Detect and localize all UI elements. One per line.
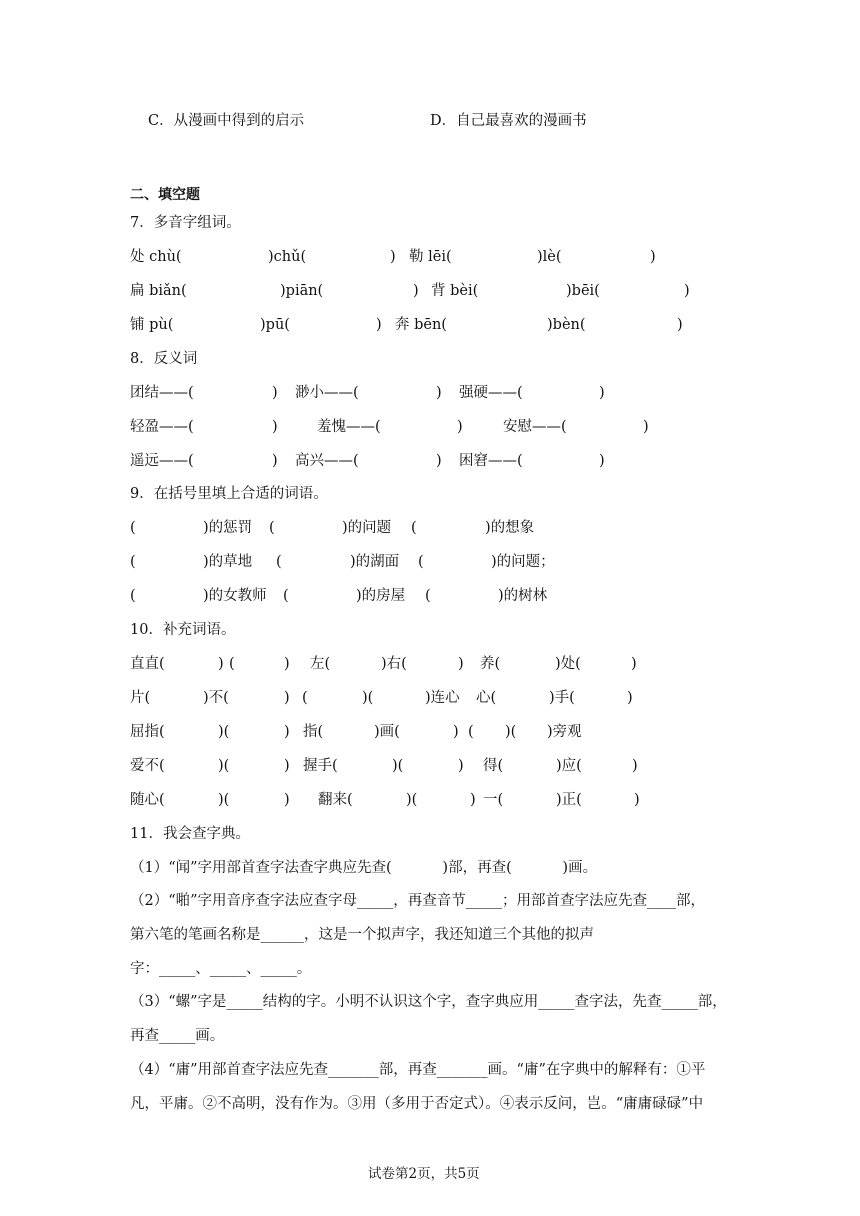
q7-r1-d: 勒 lēi( (409, 249, 452, 265)
q9-r1-d: )的问题 (342, 520, 392, 536)
q10-r3-a: 屈指( (130, 724, 165, 740)
q8-r2-e: 安慰——( (503, 419, 567, 435)
q10-r5-a: 随心( (130, 792, 165, 808)
q10-r5-f: ) (470, 792, 476, 808)
q10-r1-f: )右( (381, 656, 407, 672)
q9-r2-a: ( (130, 554, 136, 570)
q8-r3-f: ) (599, 453, 605, 469)
q10-r5-c: ) (284, 792, 290, 808)
q7-r1-a: 处 chù( (130, 249, 182, 265)
q10-r4-h: )应( (556, 758, 582, 774)
q8-r2-c: 羞愧——( (317, 419, 381, 435)
q8-r1-b: ) (272, 385, 278, 401)
q9-r3-d: )的房屋 (356, 588, 406, 604)
q8-r1-d: ) (436, 385, 442, 401)
q7-r1-b: )chǔ( (268, 249, 307, 265)
q8-r2-a: 轻盈——( (130, 419, 194, 435)
section-title: 二、填空题 (130, 187, 200, 203)
q9-r3-b: )的女教师 (203, 588, 267, 604)
q11-title: 11．我会查字典。 (130, 826, 250, 842)
q7-r2-e: )bēi( (566, 283, 600, 299)
q8-r2-d: ) (457, 419, 463, 435)
q10-r1-i: )处( (555, 656, 581, 672)
q10-r1-h: 养( (480, 656, 501, 672)
q8-r2-f: ) (643, 419, 649, 435)
q9-title: 9．在括号里填上合适的词语。 (130, 486, 328, 502)
q9-r1-c: ( (269, 520, 275, 536)
q11-p3-line1: （3）“螺”字是_____结构的字。小明不认识这个字，查字典应用_____查字法，先查_____部， (130, 994, 727, 1010)
q10-r4-c: ) (284, 758, 290, 774)
q10-r2-d: ( (302, 690, 308, 706)
q9-r2-d: )的湖面 (350, 554, 400, 570)
q9-r3-f: )的树林 (498, 588, 548, 604)
q11-p2-line1: （2）“啪”字用音序查字法应查字母_____，再查音节_____；用部首查字法应先查____部， (130, 893, 706, 909)
q10-r5-g: 一( (483, 792, 504, 808)
q11-p4-line2: 凡，平庸。②不高明，没有作为。③用（多用于否定式）。④表示反问，岂。“庸庸碌碌”中 (130, 1096, 704, 1112)
q10-r1-e: 左( (310, 656, 331, 672)
q7-r3-f: ) (677, 317, 683, 333)
q8-r3-e: 困窘——( (459, 453, 523, 469)
q8-r1-a: 团结——( (130, 385, 194, 401)
q9-r2-b: )的草地 (203, 554, 253, 570)
q10-r1-d: ) (284, 656, 290, 672)
q7-r1-c: ) (390, 249, 396, 265)
q11-p4-line1: （4）“庸”用部首查字法应先查_______部，再查_______画。“庸”在字典中的解释有：①平 (130, 1062, 706, 1078)
q9-r1-a: ( (130, 520, 136, 536)
q9-r3-a: ( (130, 588, 136, 604)
q10-r5-e: )( (406, 792, 418, 808)
q10-r2-g: 心( (476, 690, 497, 706)
q9-r2-c: ( (276, 554, 282, 570)
q8-r1-c: 渺小——( (295, 385, 359, 401)
q10-r3-e: )画( (374, 724, 400, 740)
q11-p2-line2: 第六笔的笔画名称是______，这是一个拟声字，我还知道三个其他的拟声 (130, 927, 594, 943)
q7-r1-f: ) (650, 249, 656, 265)
q8-r1-f: ) (599, 385, 605, 401)
q10-r3-b: )( (218, 724, 230, 740)
q7-r3-a: 铺 pù( (130, 317, 174, 333)
q10-r2-f: )连心 (425, 690, 460, 706)
q10-r5-h: )正( (556, 792, 582, 808)
q10-r4-e: )( (392, 758, 404, 774)
q7-r2-f: ) (684, 283, 690, 299)
q10-r3-f: ) (453, 724, 459, 740)
q10-r5-d: 翻来( (318, 792, 353, 808)
q9-r1-b: )的惩罚 (203, 520, 253, 536)
q10-r5-i: ) (634, 792, 640, 808)
q8-r3-a: 遥远——( (130, 453, 194, 469)
q10-r2-b: )不( (203, 690, 229, 706)
q7-r3-c: ) (376, 317, 382, 333)
q10-title: 10．补充词语。 (130, 622, 236, 638)
q7-r3-e: )bèn( (547, 317, 586, 333)
option-d: D．自己最喜欢的漫画书 (430, 113, 587, 129)
option-c: C．从漫画中得到的启示 (148, 113, 305, 129)
q11-p1: （1）“闻”字用部首查字法查字典应先查( )部，再查( )画。 (130, 860, 598, 876)
q10-r2-i: ) (627, 690, 633, 706)
q8-r3-b: ) (272, 453, 278, 469)
q9-r2-f: )的问题； (491, 554, 555, 570)
q9-r1-e: ( (411, 520, 417, 536)
q7-r2-b: )piān( (280, 283, 324, 299)
q7-r2-a: 扁 biǎn( (130, 283, 187, 299)
q9-r3-c: ( (283, 588, 289, 604)
q10-r3-d: 指( (303, 724, 324, 740)
q7-r1-e: )lè( (537, 249, 562, 265)
q10-r1-j: ) (631, 656, 637, 672)
q10-r1-g: ) (458, 656, 464, 672)
q10-r2-h: )手( (549, 690, 575, 706)
q10-r4-g: 得( (483, 758, 504, 774)
q10-r3-i: )旁观 (547, 724, 582, 740)
q10-r4-i: ) (632, 758, 638, 774)
q10-r2-a: 片( (130, 690, 151, 706)
q8-r3-d: ) (436, 453, 442, 469)
q8-r2-b: ) (272, 419, 278, 435)
q9-r1-f: )的想象 (485, 520, 535, 536)
q9-r3-e: ( (425, 588, 431, 604)
q8-r1-e: 强硬——( (459, 385, 523, 401)
q10-r1-a: 直直( (130, 656, 165, 672)
q10-r3-c: ) (284, 724, 290, 740)
q7-r2-c: ) (413, 283, 419, 299)
q7-r3-b: )pū( (260, 317, 290, 333)
page-footer: 试卷第2页，共5页 (368, 1166, 480, 1182)
q10-r3-g: ( (468, 724, 474, 740)
q10-r4-b: )( (218, 758, 230, 774)
q10-r5-b: )( (218, 792, 230, 808)
q11-p3-line2: 再查_____画。 (130, 1028, 225, 1044)
q10-r4-f: ) (458, 758, 464, 774)
q10-r2-e: )( (362, 690, 374, 706)
q10-r1-c: ( (229, 656, 235, 672)
q7-title: 7．多音字组词。 (130, 215, 241, 231)
q10-r2-c: ) (284, 690, 290, 706)
q8-r3-c: 高兴——( (295, 453, 359, 469)
q8-title: 8．反义词 (130, 351, 198, 367)
q7-r2-d: 背 bèi( (431, 283, 479, 299)
q10-r4-d: 握手( (303, 758, 338, 774)
q10-r3-h: )( (505, 724, 517, 740)
q10-r1-b: ) (218, 656, 224, 672)
q11-p2-line3: 字：_____、_____、_____。 (130, 961, 312, 977)
q10-r4-a: 爱不( (130, 758, 165, 774)
q9-r2-e: ( (418, 554, 424, 570)
q7-r3-d: 奔 bēn( (395, 317, 447, 333)
